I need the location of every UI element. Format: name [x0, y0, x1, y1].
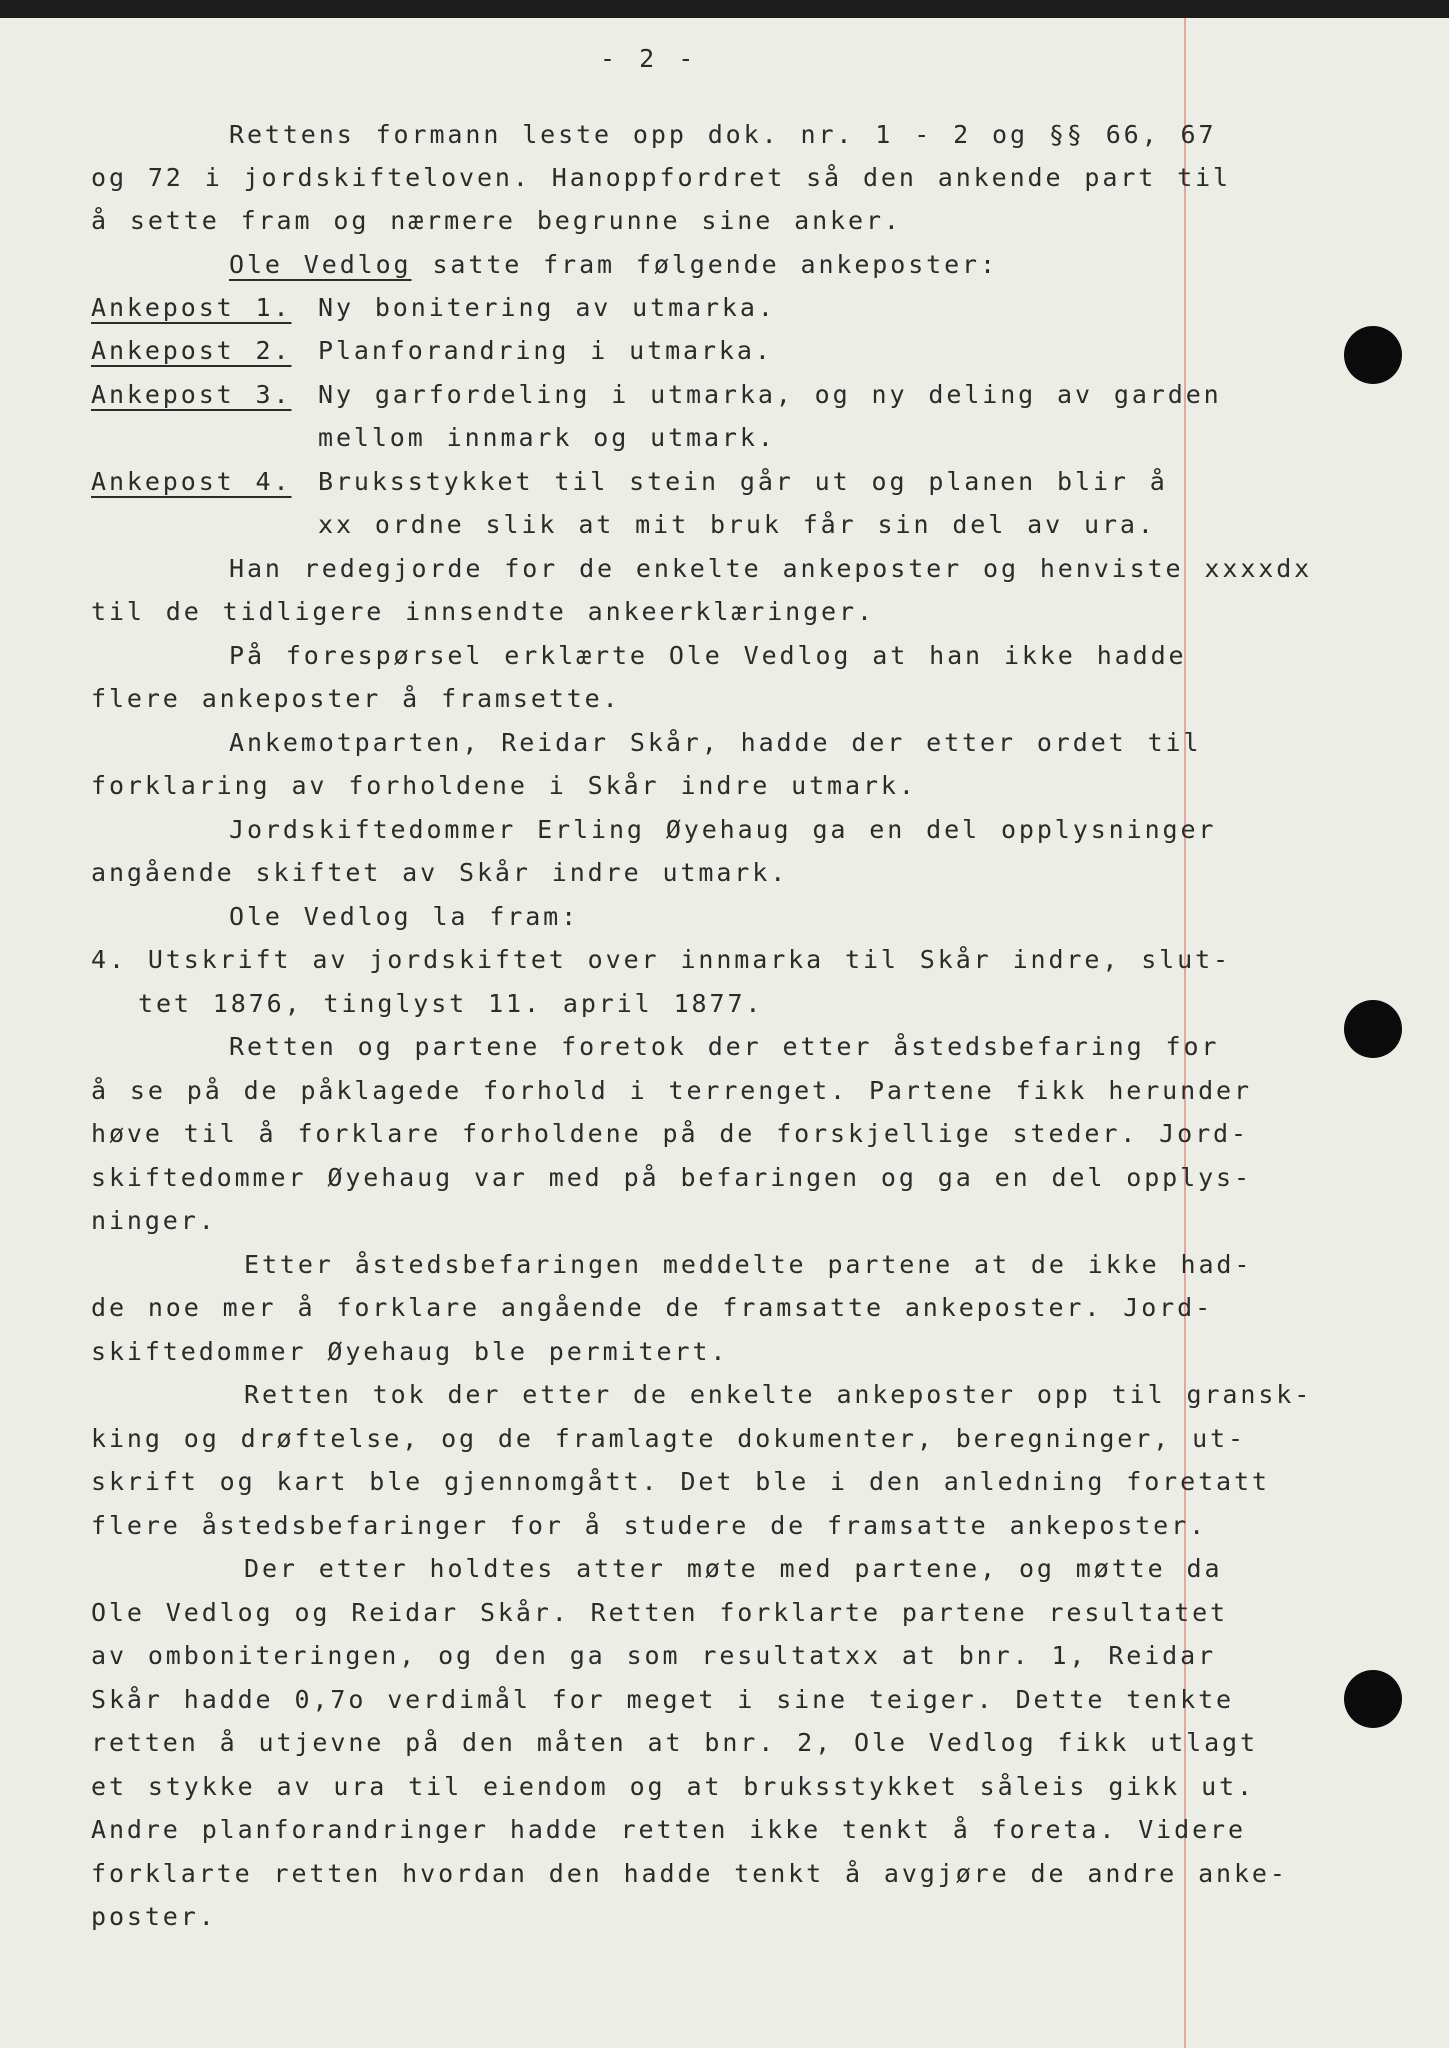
text-line: skiftedommer Øyehaug var med på befaringen og ga en del opplys- — [91, 1163, 1252, 1192]
text-line: skiftedommer Øyehaug ble permitert. — [91, 1337, 729, 1366]
text-line: til de tidligere innsendte ankeerklæringer. — [91, 597, 875, 626]
text-line: mellom innmark og utmark. — [318, 423, 776, 452]
text-line: Ankemotparten, Reidar Skår, hadde der etter ordet til — [229, 728, 1202, 757]
text-line: skrift og kart ble gjennomgått. Det ble i den anledning foretatt — [91, 1467, 1270, 1496]
text-line: Retten tok der etter de enkelte ankeposter opp til gransk- — [244, 1380, 1313, 1409]
text-line: Bruksstykket til stein går ut og planen blir å — [318, 467, 1168, 496]
text-line: Ole Vedlog og Reidar Skår. Retten forklarte partene resultatet — [91, 1598, 1228, 1627]
text-line: Retten og partene foretok der etter åstedsbefaring for — [229, 1032, 1220, 1061]
text-line: ninger. — [91, 1206, 217, 1235]
ankepost-label: Ankepost 1. — [91, 293, 292, 322]
text-line: Ole Vedlog la fram: — [229, 902, 580, 931]
text-line: Der etter holdtes atter møte med partene, og møtte da — [244, 1554, 1223, 1583]
party-name: Ole Vedlog — [229, 250, 412, 279]
text-line: tet 1876, tinglyst 11. april 1877. — [138, 989, 764, 1018]
text-line: retten å utjevne på den måten at bnr. 2, Ole Vedlog fikk utlagt — [91, 1728, 1258, 1757]
text-line: og 72 i jordskifteloven. Hanoppfordret så den ankende part til — [91, 163, 1231, 192]
text-line: forklaring av forholdene i Skår indre utmark. — [91, 771, 917, 800]
text-line: king og drøftelse, og de framlagte dokumenter, beregninger, ut- — [91, 1424, 1246, 1453]
text-line: Andre planforandringer hadde retten ikke tenkt å foreta. Videre — [91, 1815, 1246, 1844]
text-line: Ny garfordeling i utmarka, og ny deling av garden — [318, 380, 1222, 409]
text-line: de noe mer å forklare angående de framsatte ankeposter. Jord- — [91, 1293, 1214, 1322]
page-number: - 2 - — [600, 44, 697, 73]
text-line: Etter åstedsbefaringen meddelte partene at de ikke had- — [244, 1250, 1253, 1279]
ankepost-label: Ankepost 4. — [91, 467, 292, 496]
text-line: Jordskiftedommer Erling Øyehaug ga en del opplysninger — [229, 815, 1217, 844]
text-line: xx ordne slik at mit bruk får sin del av ura. — [318, 510, 1156, 539]
text-line: 4. Utskrift av jordskiftet over innmarka til Skår indre, slut- — [91, 945, 1231, 974]
text-line: forklarte retten hvordan den hadde tenkt å avgjøre de andre anke- — [91, 1859, 1288, 1888]
text-line: Ny bonitering av utmarka. — [318, 293, 776, 322]
text-line — [229, 250, 998, 280]
text-line: angående skiftet av Skår indre utmark. — [91, 858, 789, 887]
text-line: Planforandring i utmarka. — [318, 336, 773, 365]
ankepost-label: Ankepost 2. — [91, 336, 292, 365]
ankepost-label: Ankepost 3. — [91, 380, 292, 409]
text-line: poster. — [91, 1902, 217, 1931]
text-line: høve til å forklare forholdene på de forskjellige steder. Jord- — [91, 1119, 1249, 1148]
text-line: På forespørsel erklærte Ole Vedlog at han ikke hadde — [229, 641, 1187, 670]
text-line: å se på de påklagede forhold i terrenget. Partene fikk herunder — [91, 1076, 1252, 1105]
text-line: et stykke av ura til eiendom og at bruksstykket såleis gikk ut. — [91, 1772, 1255, 1801]
text-line: av omboniteringen, og den ga som resultatxx at bnr. 1, Reidar — [91, 1641, 1217, 1670]
text-line: Han redegjorde for de enkelte ankeposter og henviste xxxxdx — [229, 554, 1313, 583]
text-line: Rettens formann leste opp dok. nr. 1 - 2 og §§ 66, 67 — [229, 120, 1217, 149]
text-line: flere ankeposter å framsette. — [91, 684, 621, 713]
text-line: flere åstedsbefaringer for å studere de framsatte ankeposter. — [91, 1511, 1208, 1540]
text-line: Skår hadde 0,7o verdimål for meget i sine teiger. Dette tenkte — [91, 1685, 1234, 1714]
text-segment: satte fram følgende ankeposter: — [411, 250, 998, 279]
text-line: å sette fram og nærmere begrunne sine anker. — [91, 206, 902, 235]
